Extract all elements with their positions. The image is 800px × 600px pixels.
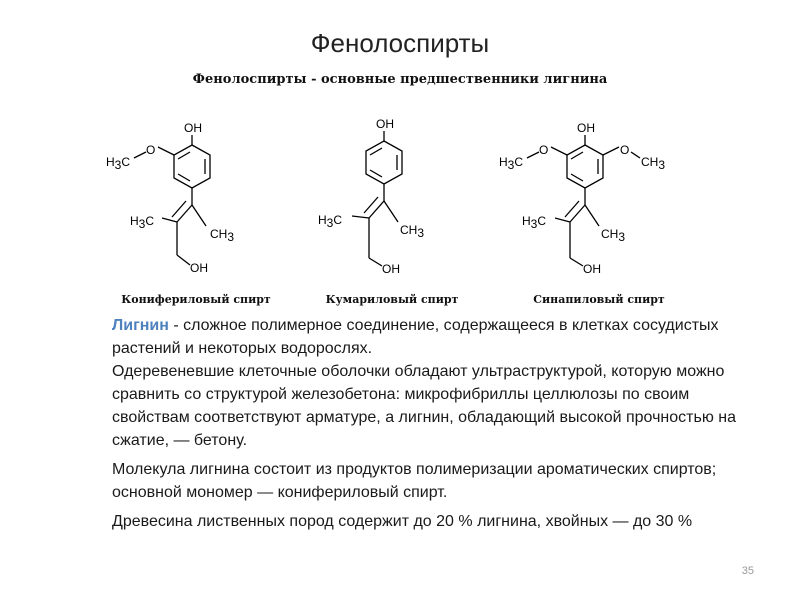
compound-1-methyl-left: H3C [106,155,131,172]
compound-2-top-oh: OH [376,117,394,131]
compound-3-methyl-right: CH3 [641,155,666,172]
lignin-definition-text: - сложное полимерное соединение, содержащееся в клетках сосудистых растений и некоторых водорослях. [112,317,719,357]
term-lignin: Лигнин [112,317,169,334]
compound-3-bottom-oh: OH [583,262,601,276]
coniferyl-alcohol-structure [106,121,234,275]
lignin-structure-text: Одеревеневшие клеточные оболочки обладают ультраструктурой, которую можно сравнить со структурой железобетона: микрофибриллы целлюлозы по своим свойствам соответствуют арматуре, а лигнин, обладающий высокой прочностью на сжатие, — бетону. [112,363,737,449]
paragraph-lignin-definition [112,314,752,452]
compound-3-top-oh: OH [577,121,595,135]
slide-title: Фенолоспирты [310,28,490,58]
paragraph-lignin-content: Древесина лиственных пород содержит до 20 % лигнина, хвойных — до 30 % [112,513,693,530]
compound-3-chain-h3c: H3C [522,214,547,231]
compound-1-oxygen: O [146,143,156,157]
paragraph-lignin-molecule: Молекула лигнина состоит из продуктов полимеризации ароматических спиртов; основной мономер — конифериловый спирт. [112,461,717,501]
compound-1-chain-ch3: CH3 [210,227,235,244]
body-text [112,314,752,539]
compound-name-coniferyl: Конифериловый спирт [121,293,271,306]
compound-name-coumaryl: Кумариловый спирт [325,293,459,306]
coumaryl-alcohol-structure [318,117,424,276]
compound-3-chain-ch3: CH3 [601,227,626,244]
compound-name-sinapyl: Синапиловый спирт [533,293,665,306]
compound-2-bottom-oh: OH [382,262,400,276]
compound-1-top-oh: OH [184,121,202,135]
compound-3-oxygen-right: O [620,143,630,157]
sinapyl-alcohol-structure [499,121,665,276]
slide-subtitle: Фенолоспирты - основные предшественники лигнина [192,72,608,87]
compound-2-chain-h3c: H3C [318,213,343,230]
compound-3-methyl-left: H3C [499,155,524,172]
compound-1-bottom-oh: OH [190,261,208,275]
page-number: 35 [741,565,754,577]
compound-3-oxygen-left: O [539,143,549,157]
compound-1-chain-h3c: H3C [130,214,155,231]
compound-2-chain-ch3: CH3 [400,223,425,240]
